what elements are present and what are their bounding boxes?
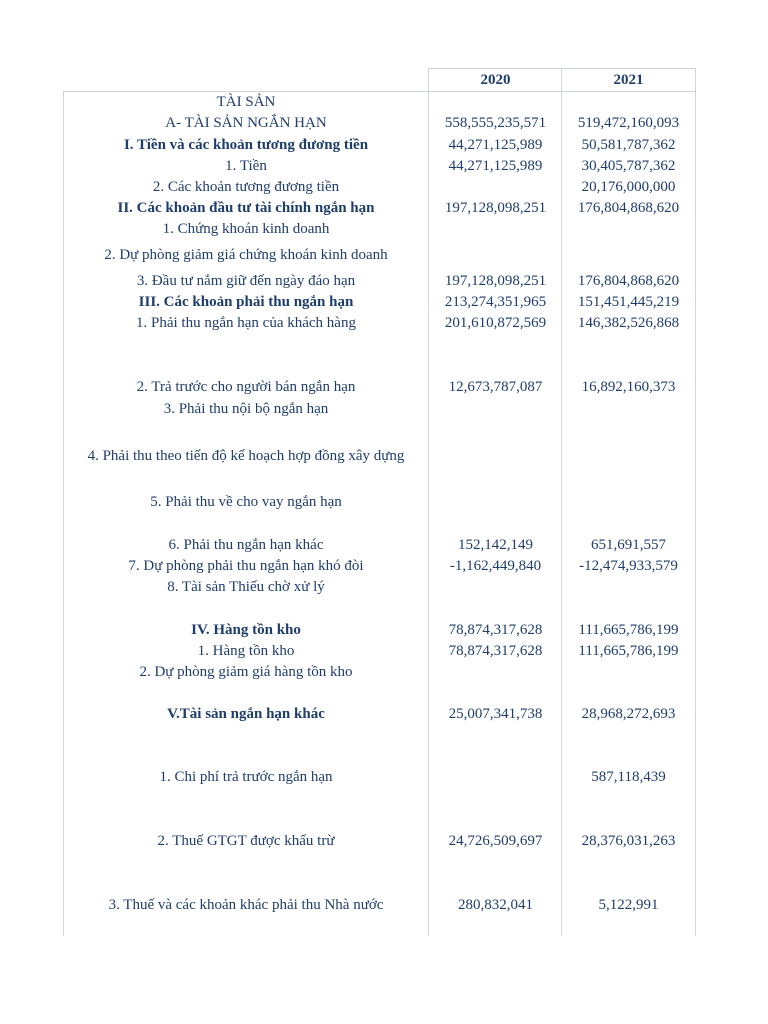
value-2021: 20,176,000,000 — [581, 179, 676, 195]
row-label: II. Các khoản đầu tư tài chính ngắn hạn — [117, 200, 375, 216]
table-row — [0, 177, 768, 197]
table-row — [0, 767, 768, 787]
value-2020: 201,610,872,569 — [444, 315, 547, 331]
value-2020: 152,142,149 — [458, 537, 533, 553]
value-2021: 146,382,526,868 — [577, 315, 680, 331]
value-2020: 280,832,041 — [458, 897, 533, 913]
table-row — [0, 620, 768, 640]
row-label: IV. Hàng tồn kho — [191, 622, 301, 638]
table-row — [0, 446, 768, 466]
table-row — [0, 831, 768, 851]
table-row — [0, 399, 768, 419]
row-label: 3. Phải thu nội bộ ngắn hạn — [163, 401, 329, 417]
value-2020: -1,162,449,840 — [449, 558, 542, 574]
header-top-border — [429, 68, 696, 69]
value-2021: 651,691,557 — [591, 537, 666, 553]
row-label: 5. Phải thu về cho vay ngắn hạn — [150, 494, 342, 510]
value-2021: 519,472,160,093 — [577, 115, 680, 131]
row-label: 1. Chi phí trả trước ngắn hạn — [159, 769, 333, 785]
row-label: III. Các khoản phải thu ngắn hạn — [138, 294, 354, 310]
table-row — [0, 577, 768, 597]
value-2020: 24,726,509,697 — [448, 833, 543, 849]
value-2021: 111,665,786,199 — [578, 643, 679, 659]
row-label: 2. Các khoản tương đương tiền — [152, 179, 340, 195]
value-2021: 176,804,868,620 — [577, 273, 680, 289]
value-2021: 28,376,031,263 — [581, 833, 676, 849]
value-2020: 12,673,787,087 — [448, 379, 543, 395]
row-label: 3. Đầu tư nắm giữ đến ngày đáo hạn — [136, 273, 356, 289]
row-label: A- TÀI SẢN NGẮN HẠN — [165, 115, 327, 131]
value-2020: 44,271,125,989 — [448, 137, 543, 153]
table-row — [0, 895, 768, 915]
value-2020: 197,128,098,251 — [444, 273, 547, 289]
table-row — [0, 704, 768, 724]
value-2021: 151,451,445,219 — [577, 294, 680, 310]
value-2021: 30,405,787,362 — [581, 158, 676, 174]
row-label: TÀI SẢN — [216, 94, 276, 110]
row-label: 7. Dự phòng phải thu ngắn hạn khó đòi — [128, 558, 364, 574]
row-label: 3. Thuế và các khoản khác phải thu Nhà nước — [108, 897, 384, 913]
table-row — [0, 492, 768, 512]
value-2020: 197,128,098,251 — [444, 200, 547, 216]
column-header-2020: 2020 — [480, 72, 511, 88]
table-row — [0, 219, 768, 239]
value-2021: 111,665,786,199 — [578, 622, 679, 638]
row-label: V.Tài sản ngắn hạn khác — [167, 706, 325, 722]
value-2021: 50,581,787,362 — [581, 137, 676, 153]
table-row — [0, 535, 768, 555]
value-2020: 78,874,317,628 — [448, 643, 543, 659]
table-row — [0, 377, 768, 397]
table-row — [0, 556, 768, 576]
table-row — [0, 292, 768, 312]
row-label: 1. Chứng khoán kinh doanh — [162, 221, 330, 237]
row-label: 1. Hàng tồn kho — [197, 643, 295, 659]
value-2021: 587,118,439 — [591, 769, 666, 785]
row-label: 2. Dự phòng giảm giá hàng tồn kho — [139, 664, 353, 680]
value-2020: 25,007,341,738 — [448, 706, 543, 722]
table-row — [0, 135, 768, 155]
row-label: 4. Phải thu theo tiến độ kế hoạch hợp đồng xây dựng — [87, 448, 405, 464]
row-label: 1. Phải thu ngắn hạn của khách hàng — [136, 315, 356, 331]
column-header-2021: 2021 — [613, 72, 644, 88]
value-2021: 16,892,160,373 — [581, 379, 676, 395]
table-row — [0, 92, 768, 112]
table-row — [0, 245, 768, 265]
table-row — [0, 271, 768, 291]
row-label: 8. Tài sản Thiếu chờ xử lý — [167, 579, 325, 595]
table-row — [0, 662, 768, 682]
value-2021: 28,968,272,693 — [581, 706, 676, 722]
row-label: 2. Trả trước cho người bán ngắn hạn — [136, 379, 356, 395]
table-row — [0, 641, 768, 661]
row-label: I. Tiền và các khoản tương đương tiền — [123, 137, 369, 153]
value-2021: 176,804,868,620 — [577, 200, 680, 216]
table-row — [0, 113, 768, 133]
value-2020: 213,274,351,965 — [444, 294, 547, 310]
value-2020: 78,874,317,628 — [448, 622, 543, 638]
table-row — [0, 198, 768, 218]
value-2021: -12,474,933,579 — [579, 558, 678, 574]
row-label: 2. Dự phòng giảm giá chứng khoán kinh doanh — [104, 247, 388, 263]
table-row — [0, 313, 768, 333]
value-2020: 558,555,235,571 — [444, 115, 547, 131]
row-label: 6. Phải thu ngắn hạn khác — [168, 537, 324, 553]
value-2020: 44,271,125,989 — [448, 158, 543, 174]
value-2021: 5,122,991 — [598, 897, 659, 913]
table-row — [0, 156, 768, 176]
row-label: 1. Tiền — [225, 158, 267, 174]
row-label: 2. Thuế GTGT được khấu trừ — [157, 833, 335, 849]
